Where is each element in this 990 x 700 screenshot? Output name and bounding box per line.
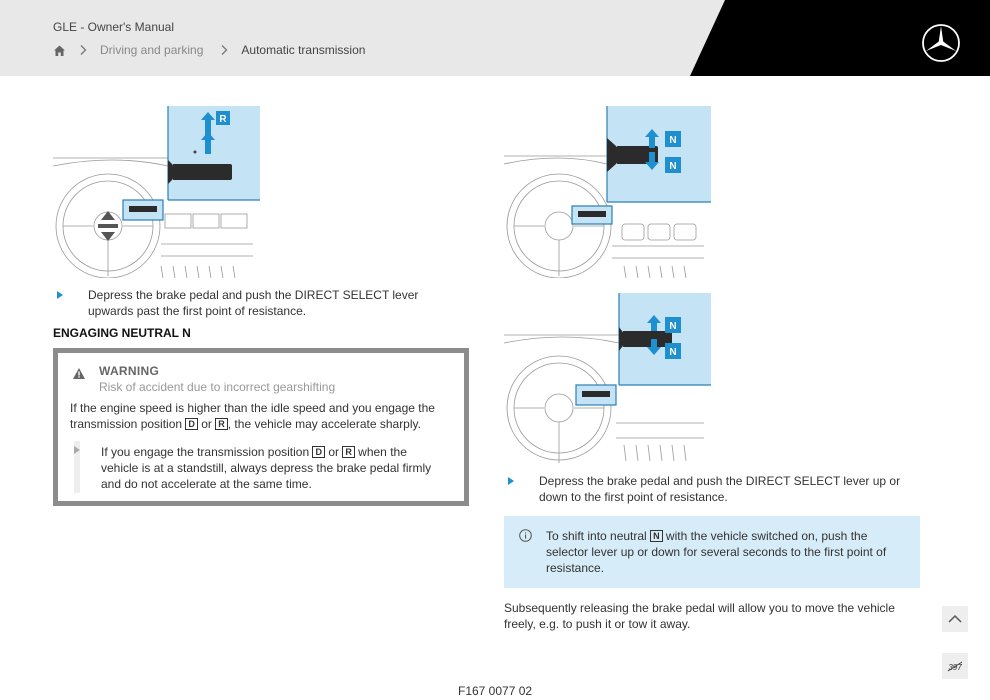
- fig2-label-n-up: N: [669, 135, 677, 146]
- fig3-label-n-up: N: [669, 321, 677, 332]
- chevron-right-icon: [78, 44, 88, 56]
- warning-title: WARNING: [99, 364, 160, 378]
- figure-lever-neutral-1: [504, 106, 711, 278]
- fig2-label-n-down: N: [669, 161, 677, 172]
- scroll-to-top-button[interactable]: [942, 606, 968, 632]
- figure-lever-neutral-2: [504, 293, 711, 465]
- key-r-icon: R: [342, 446, 355, 458]
- warning-box: [53, 348, 469, 506]
- fig3-label-n-down: N: [669, 347, 677, 358]
- bullet-push-lever-up-down: [508, 473, 918, 505]
- info-box: [504, 516, 920, 588]
- warning-bullet-part1: If you engage the transmission position: [101, 445, 310, 459]
- breadcrumb: [53, 42, 365, 58]
- info-text-part2: with the vehicle switched on, push the selector lever up or down for several seconds to the first point of resistance.: [546, 529, 887, 575]
- warning-or: or: [201, 417, 212, 431]
- figure-code: F167 0077 02: [458, 684, 533, 698]
- bullet-arrow-icon: [74, 446, 80, 454]
- breadcrumb-driving-and-parking[interactable]: Driving and parking: [100, 43, 204, 57]
- key-d-icon: D: [312, 446, 325, 458]
- warning-body-part2: , the vehicle may accelerate sharply.: [227, 417, 421, 431]
- key-r-icon: R: [215, 418, 228, 430]
- info-text: [546, 528, 906, 576]
- warning-bullet-or: or: [328, 445, 339, 459]
- chevron-up-icon: [947, 614, 963, 624]
- app-title: GLE - Owner's Manual: [53, 20, 175, 34]
- key-n-icon: N: [650, 530, 663, 542]
- warning-body: [70, 400, 462, 432]
- warning-body-part1: If the engine speed is higher than the idle speed and you engage the transmission position: [70, 401, 435, 431]
- breadcrumb-automatic-transmission: Automatic transmission: [241, 43, 366, 57]
- warning-bullet-text: [101, 444, 446, 492]
- bullet-push-lever-up: [57, 287, 457, 319]
- section-title-neutral: ENGAGING NEUTRAL N: [53, 326, 191, 340]
- info-text-part1: To shift into neutral: [546, 529, 647, 543]
- figure-lever-up-r: [53, 106, 260, 278]
- bullet-text: Depress the brake pedal and push the DIRECT SELECT lever up or down to the first point of resistance.: [539, 474, 901, 504]
- chevron-right-icon: [219, 44, 229, 56]
- warning-subtitle: Risk of accident due to incorrect gearshifting: [99, 380, 336, 394]
- page-number-icon: [946, 660, 964, 672]
- fig1-label-r: R: [219, 114, 227, 125]
- page-number-label: 397: [948, 663, 962, 672]
- warning-triangle-icon: [72, 367, 86, 380]
- page-number-button[interactable]: [942, 653, 968, 679]
- bullet-text: Depress the brake pedal and push the DIRECT SELECT lever upwards past the first point of resistance.: [88, 288, 419, 318]
- info-icon: [519, 529, 532, 542]
- paragraph-release-brake: Subsequently releasing the brake pedal will allow you to move the vehicle freely, e.g. to push it or tow it away.: [504, 601, 895, 631]
- mercedes-star-logo[interactable]: [920, 22, 962, 64]
- home-icon[interactable]: [53, 44, 66, 57]
- warning-bullet-part2: when the vehicle is at a standstill, always depress the brake pedal firmly and do not accelerate at the same time.: [101, 445, 432, 491]
- key-d-icon: D: [185, 418, 198, 430]
- bullet-arrow-icon: [508, 477, 514, 485]
- bullet-arrow-icon: [57, 291, 63, 299]
